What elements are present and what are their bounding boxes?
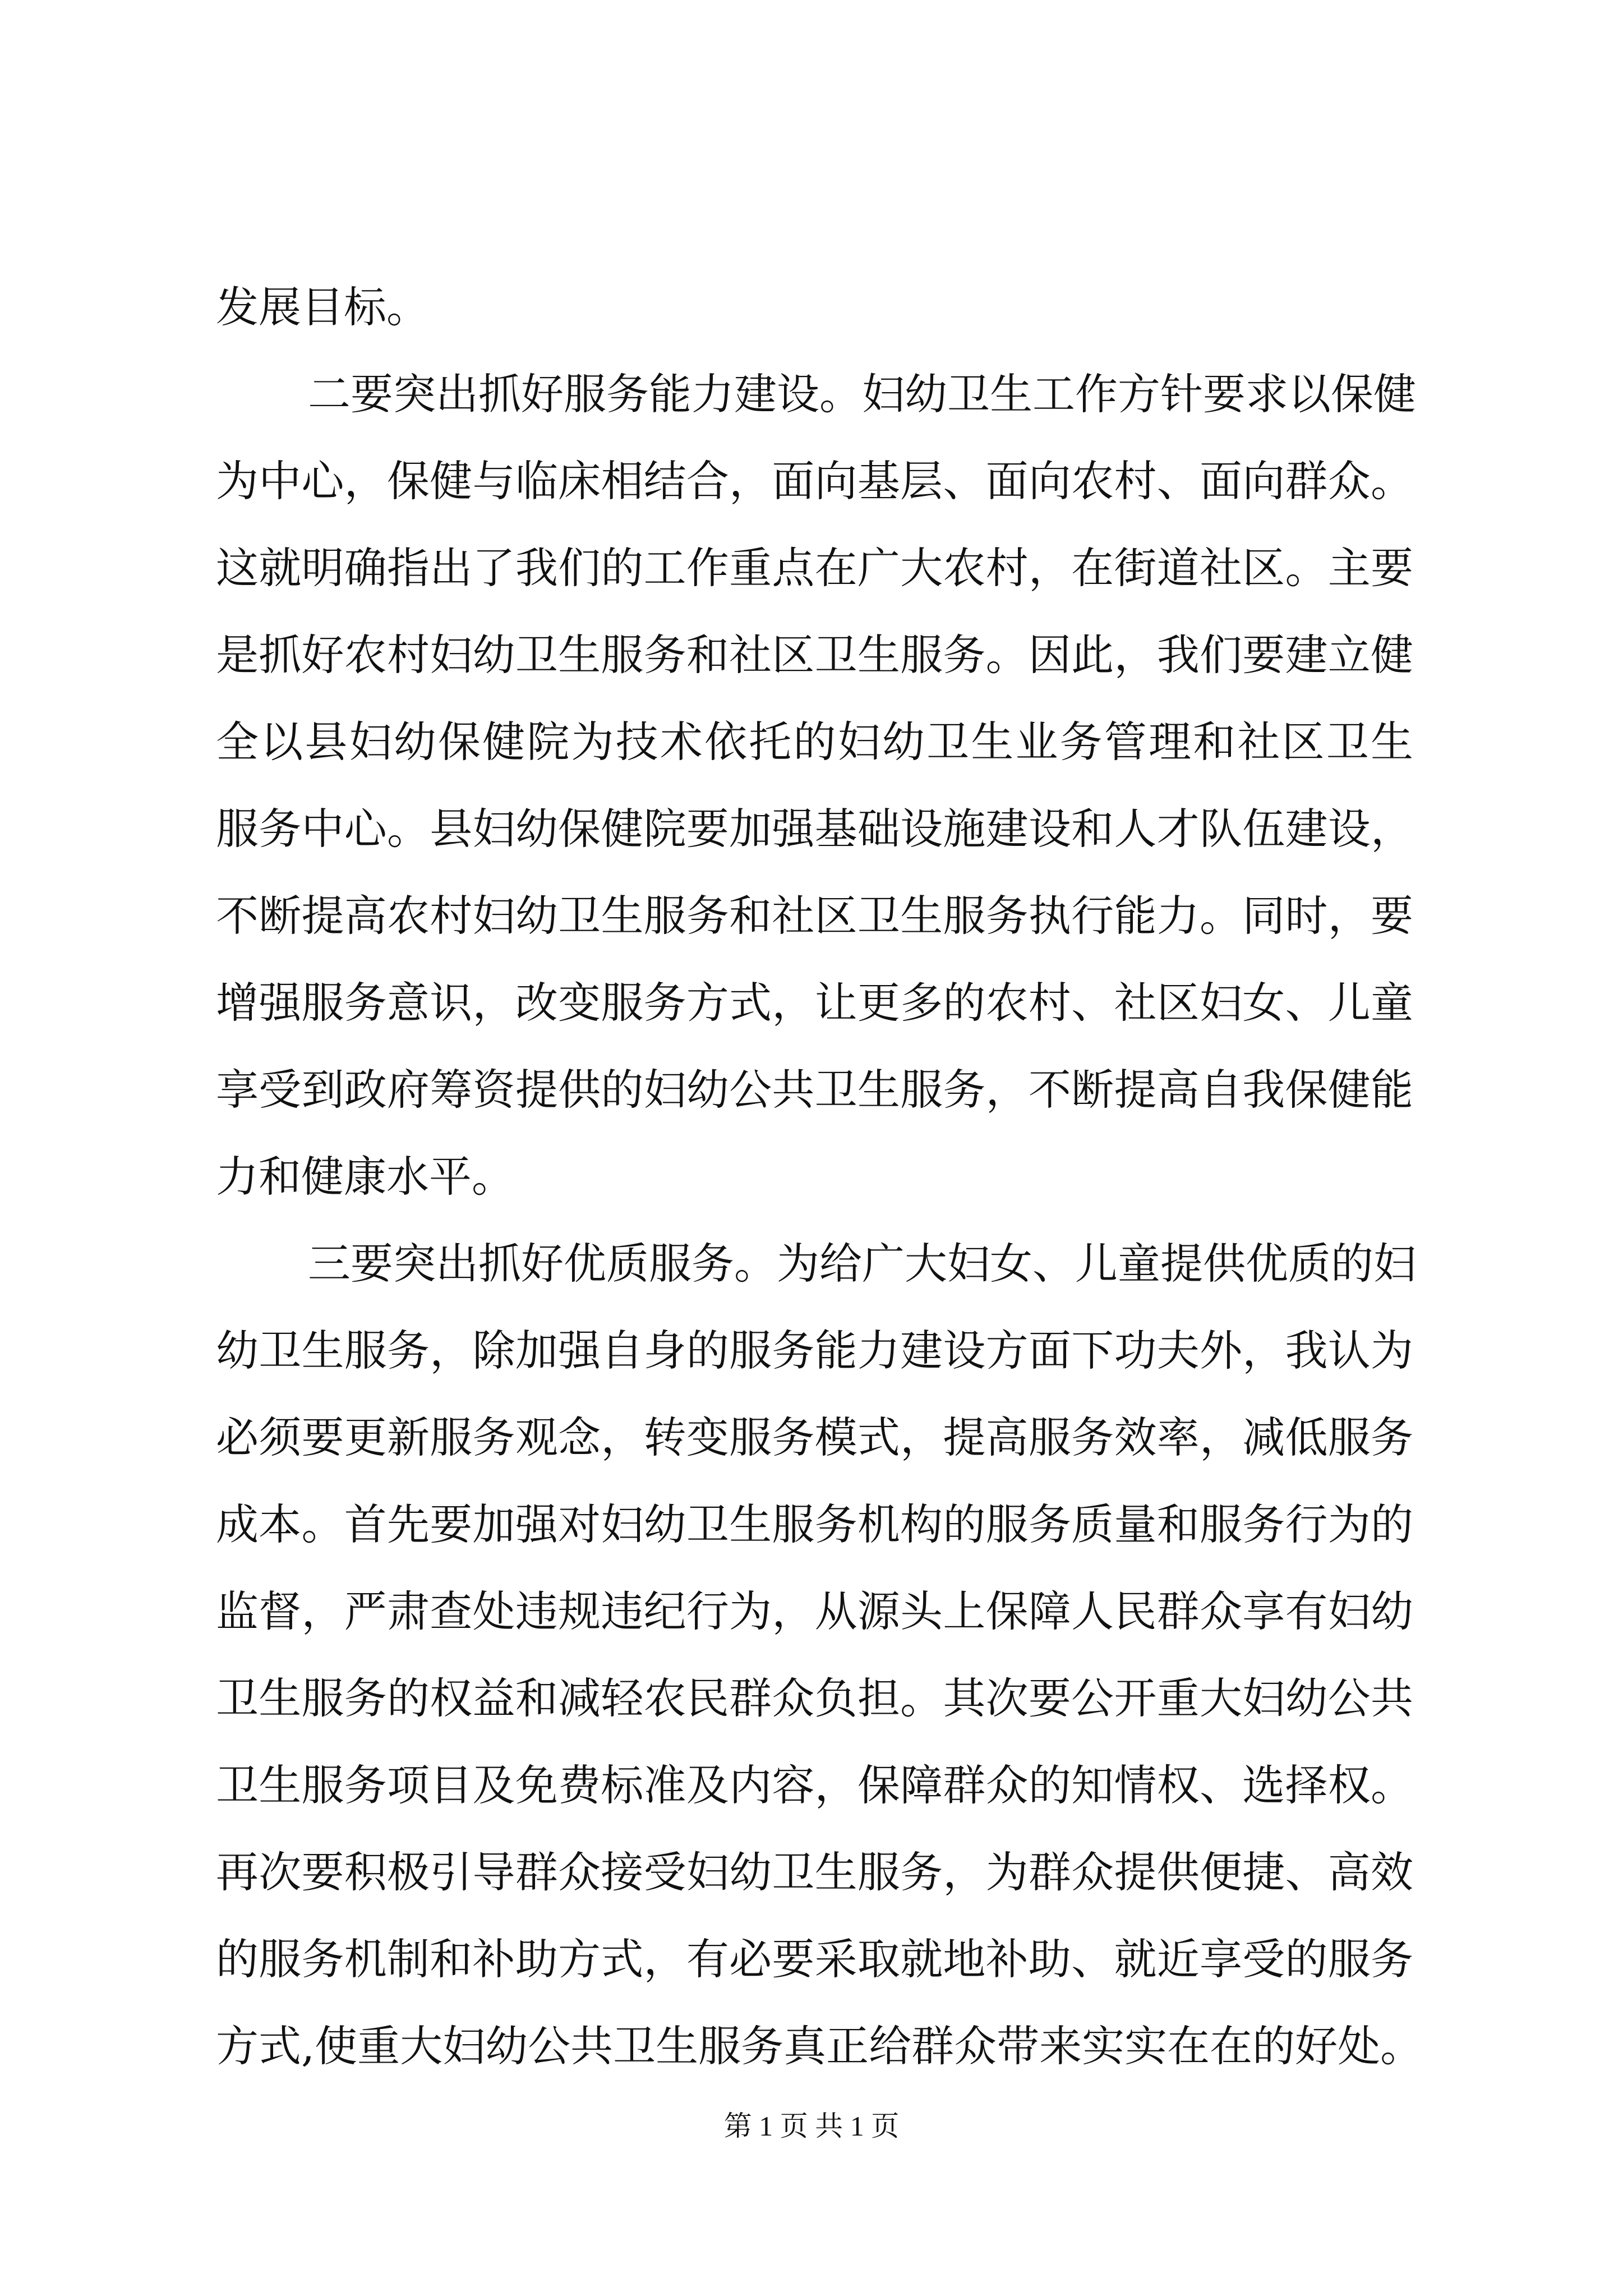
text-line: 这就明确指出了我们的工作重点在广大农村，在街道社区。主要 xyxy=(216,543,1413,593)
text-line: 必须要更新服务观念，转变服务模式，提高服务效率，减低服务 xyxy=(216,1412,1413,1462)
text-line: 增强服务意识，改变服务方式，让更多的农村、社区妇女、儿童 xyxy=(216,978,1413,1028)
page-number: 第 1 页 共 1 页 xyxy=(723,2110,900,2142)
page-footer xyxy=(0,2106,1623,2146)
text-line: 为中心，保健与临床相结合，面向基层、面向农村、面向群众。 xyxy=(216,456,1413,506)
text-line: 成本。首先要加强对妇幼卫生服务机构的服务质量和服务行为的 xyxy=(216,1499,1413,1549)
text-line: 服务中心。县妇幼保健院要加强基础设施建设和人才队伍建设， xyxy=(216,804,1413,854)
text-line: 的服务机制和补助方式，有必要采取就地补助、就近享受的服务 xyxy=(216,1934,1413,1984)
text-line: 卫生服务的权益和减轻农民群众负担。其次要公开重大妇幼公共 xyxy=(216,1673,1413,1723)
text-line: 发展目标。 xyxy=(216,282,429,332)
text-line: 不断提高农村妇幼卫生服务和社区卫生服务执行能力。同时，要 xyxy=(216,891,1413,941)
paragraph-start-line: 二要突出抓好服务能力建设。妇幼卫生工作方针要求以保健 xyxy=(308,369,1416,419)
text-line: 力和健康水平。 xyxy=(216,1152,514,1202)
text-line: 是抓好农村妇幼卫生服务和社区卫生服务。因此，我们要建立健 xyxy=(216,630,1413,680)
text-line: 再次要积极引导群众接受妇幼卫生服务，为群众提供便捷、高效 xyxy=(216,1847,1413,1897)
document-body xyxy=(216,264,1423,2090)
text-line: 享受到政府筹资提供的妇幼公共卫生服务，不断提高自我保健能 xyxy=(216,1065,1413,1115)
text-line: 全以县妇幼保健院为技术依托的妇幼卫生业务管理和社区卫生 xyxy=(216,717,1413,767)
text-line: 卫生服务项目及免费标准及内容，保障群众的知情权、选择权。 xyxy=(216,1760,1413,1810)
paragraph-start-line: 三要突出抓好优质服务。为给广大妇女、儿童提供优质的妇 xyxy=(308,1239,1416,1289)
text-line: 幼卫生服务，除加强自身的服务能力建设方面下功夫外，我认为 xyxy=(216,1326,1413,1375)
text-line: 监督，严肃查处违规违纪行为，从源头上保障人民群众享有妇幼 xyxy=(216,1586,1413,1636)
text-line: 方式,使重大妇幼公共卫生服务真正给群众带来实实在在的好处。 xyxy=(216,2021,1423,2071)
